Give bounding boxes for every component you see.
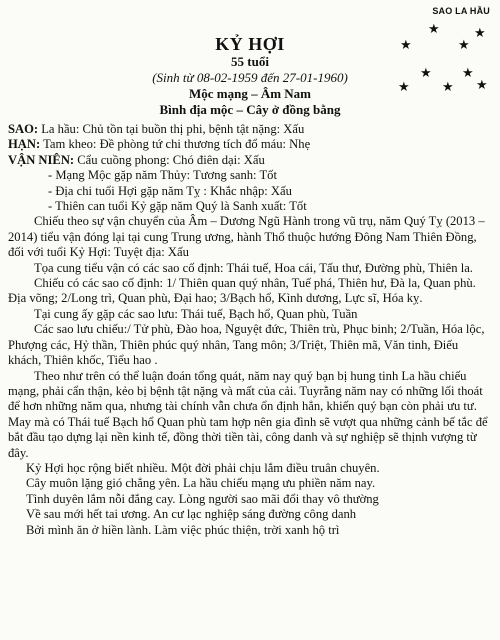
star-icon: ★ <box>428 21 440 36</box>
star-icon: ★ <box>476 77 488 92</box>
poem-line: Cây muôn lặng gió chẳng yên. La hầu chiếu mạng ưu phiền năm nay. <box>26 476 376 491</box>
van-nien-line <box>8 153 492 168</box>
sao-line <box>8 122 492 137</box>
bullet-item: - Mạng Mộc gặp năm Thủy: Tương sanh: Tốt <box>48 168 277 183</box>
paragraph: Tọa cung tiểu vận có các sao cố định: Thái tuế, Hoa cái, Tấu thư, Đường phù, Thiên la. <box>34 260 473 275</box>
poem-line: Tình duyên lắm nỗi đắng cay. Lòng người sao mãi đổi thay vô thường <box>26 491 379 506</box>
poem-line: Về sau mới hết tai ương. An cư lạc nghiệp sáng đường công danh <box>26 507 357 522</box>
poem-line: Bởi mình ăn ở hiền lành. Làm việc phúc thiện, trời xanh hộ trì <box>26 522 340 537</box>
paragraph: Các sao lưu chiếu:/ Tử phù, Đào hoa, Nguyệt đức, Thiên trù, Phục binh; 2/Tuần, Hóa lộc, Phượng các, Hỷ thần, Thiên phúc quý nhân, Tang môn; 3/Triệt, Thiên mã, Văn tinh, Điếu khách, Thiên khốc, Tiểu hao . <box>8 322 485 368</box>
birth-range: (Sinh từ 08-02-1959 đến 27-01-1960) <box>152 70 348 85</box>
age-line: 55 tuổi <box>231 54 269 69</box>
logo-text: SAO LA HẦU <box>432 6 490 16</box>
sao-text: La hầu: Chủ tồn tại buồn thị phi, bệnh tật nặng: Xấu <box>38 122 305 136</box>
star-icon: ★ <box>462 65 474 80</box>
page-title: KỶ HỢI <box>215 34 285 54</box>
van-nien-text: Cẩu cuồng phong: Chó điên dại: Xấu <box>74 152 265 167</box>
star-icon: ★ <box>442 79 454 94</box>
sao-label: SAO: <box>8 122 39 136</box>
bullet-item: - Địa chi tuổi Hợi gặp năm Tỵ : Khắc nhập: Xấu <box>48 183 292 198</box>
han-line <box>8 137 492 152</box>
star-icon: ★ <box>400 37 412 52</box>
content-body <box>8 122 492 538</box>
star-icon: ★ <box>474 25 486 40</box>
paragraph: Chiếu có các sao cố định: 1/ Thiên quan quý nhân, Tuế phá, Thiên hư, Đà la, Quan phù. Địa võng; 2/Long trì, Quan phù, Đại hao; 3/Bạch hổ, Kình dương, Lực sĩ, Hóa kỵ. <box>8 276 476 306</box>
header <box>0 34 500 118</box>
star-icon: ★ <box>398 79 410 94</box>
star-icon: ★ <box>420 65 432 80</box>
han-label: HẠN: <box>8 137 41 152</box>
paragraph: Theo như trên có thể luận đoán tổng quát, năm nay quý bạn bị hung tinh La hầu chiếu mạng, phải cẩn thận, kẻo bị bệnh tật nặng và mất của cải. Tuyrằng năm nay có những lối thoát để hơn những năm qua, nhưng tài chính vẫn chưa ổn định hẳn, khiến quý bạn còn phải ưu tư. May mà có Thái tuế Bạch hổ Quan phù tam hợp nên gia đình sẽ vượt qua những cảnh bế tắc để bắt đầu tạo dựng lại nền kinh tế, đồng thời tiền tài, công danh và sự nghiệp sẽ thịnh vượng từ đây. <box>8 368 488 460</box>
poem-line: Kỷ Hợi học rộng biết nhiều. Một đời phải chịu lắm điều truân chuyên. <box>26 460 380 475</box>
paragraph: Chiếu theo sự vận chuyển của Âm – Dương Ngũ Hành trong vũ trụ, năm Quý Tỵ (2013 – 2014) tiểu vận đóng lại tại cung Trung ương, hành Thổ thuộc hướng Đông Nam Thiên Đồng, đối với tuổi Kỷ Hợi: Tuyệt địa: Xấu <box>8 214 485 260</box>
paragraph: Tại cung ấy gặp các sao lưu: Thái tuế, Bạch hổ, Quan phù, Tuần <box>34 306 358 321</box>
mang-line: Mộc mạng – Âm Nam <box>188 86 312 101</box>
star-icon: ★ <box>458 37 470 52</box>
binh-line: Bình địa mộc – Cây ở đồng bằng <box>159 102 341 117</box>
han-text: Tam kheo: Đề phòng tứ chi thương tích đổ máu: Nhẹ <box>40 137 311 152</box>
van-nien-label: VẬN NIÊN: <box>8 152 75 167</box>
bullet-item: - Thiên can tuổi Kỷ gặp năm Quý là Sanh xuất: Tốt <box>48 199 307 214</box>
